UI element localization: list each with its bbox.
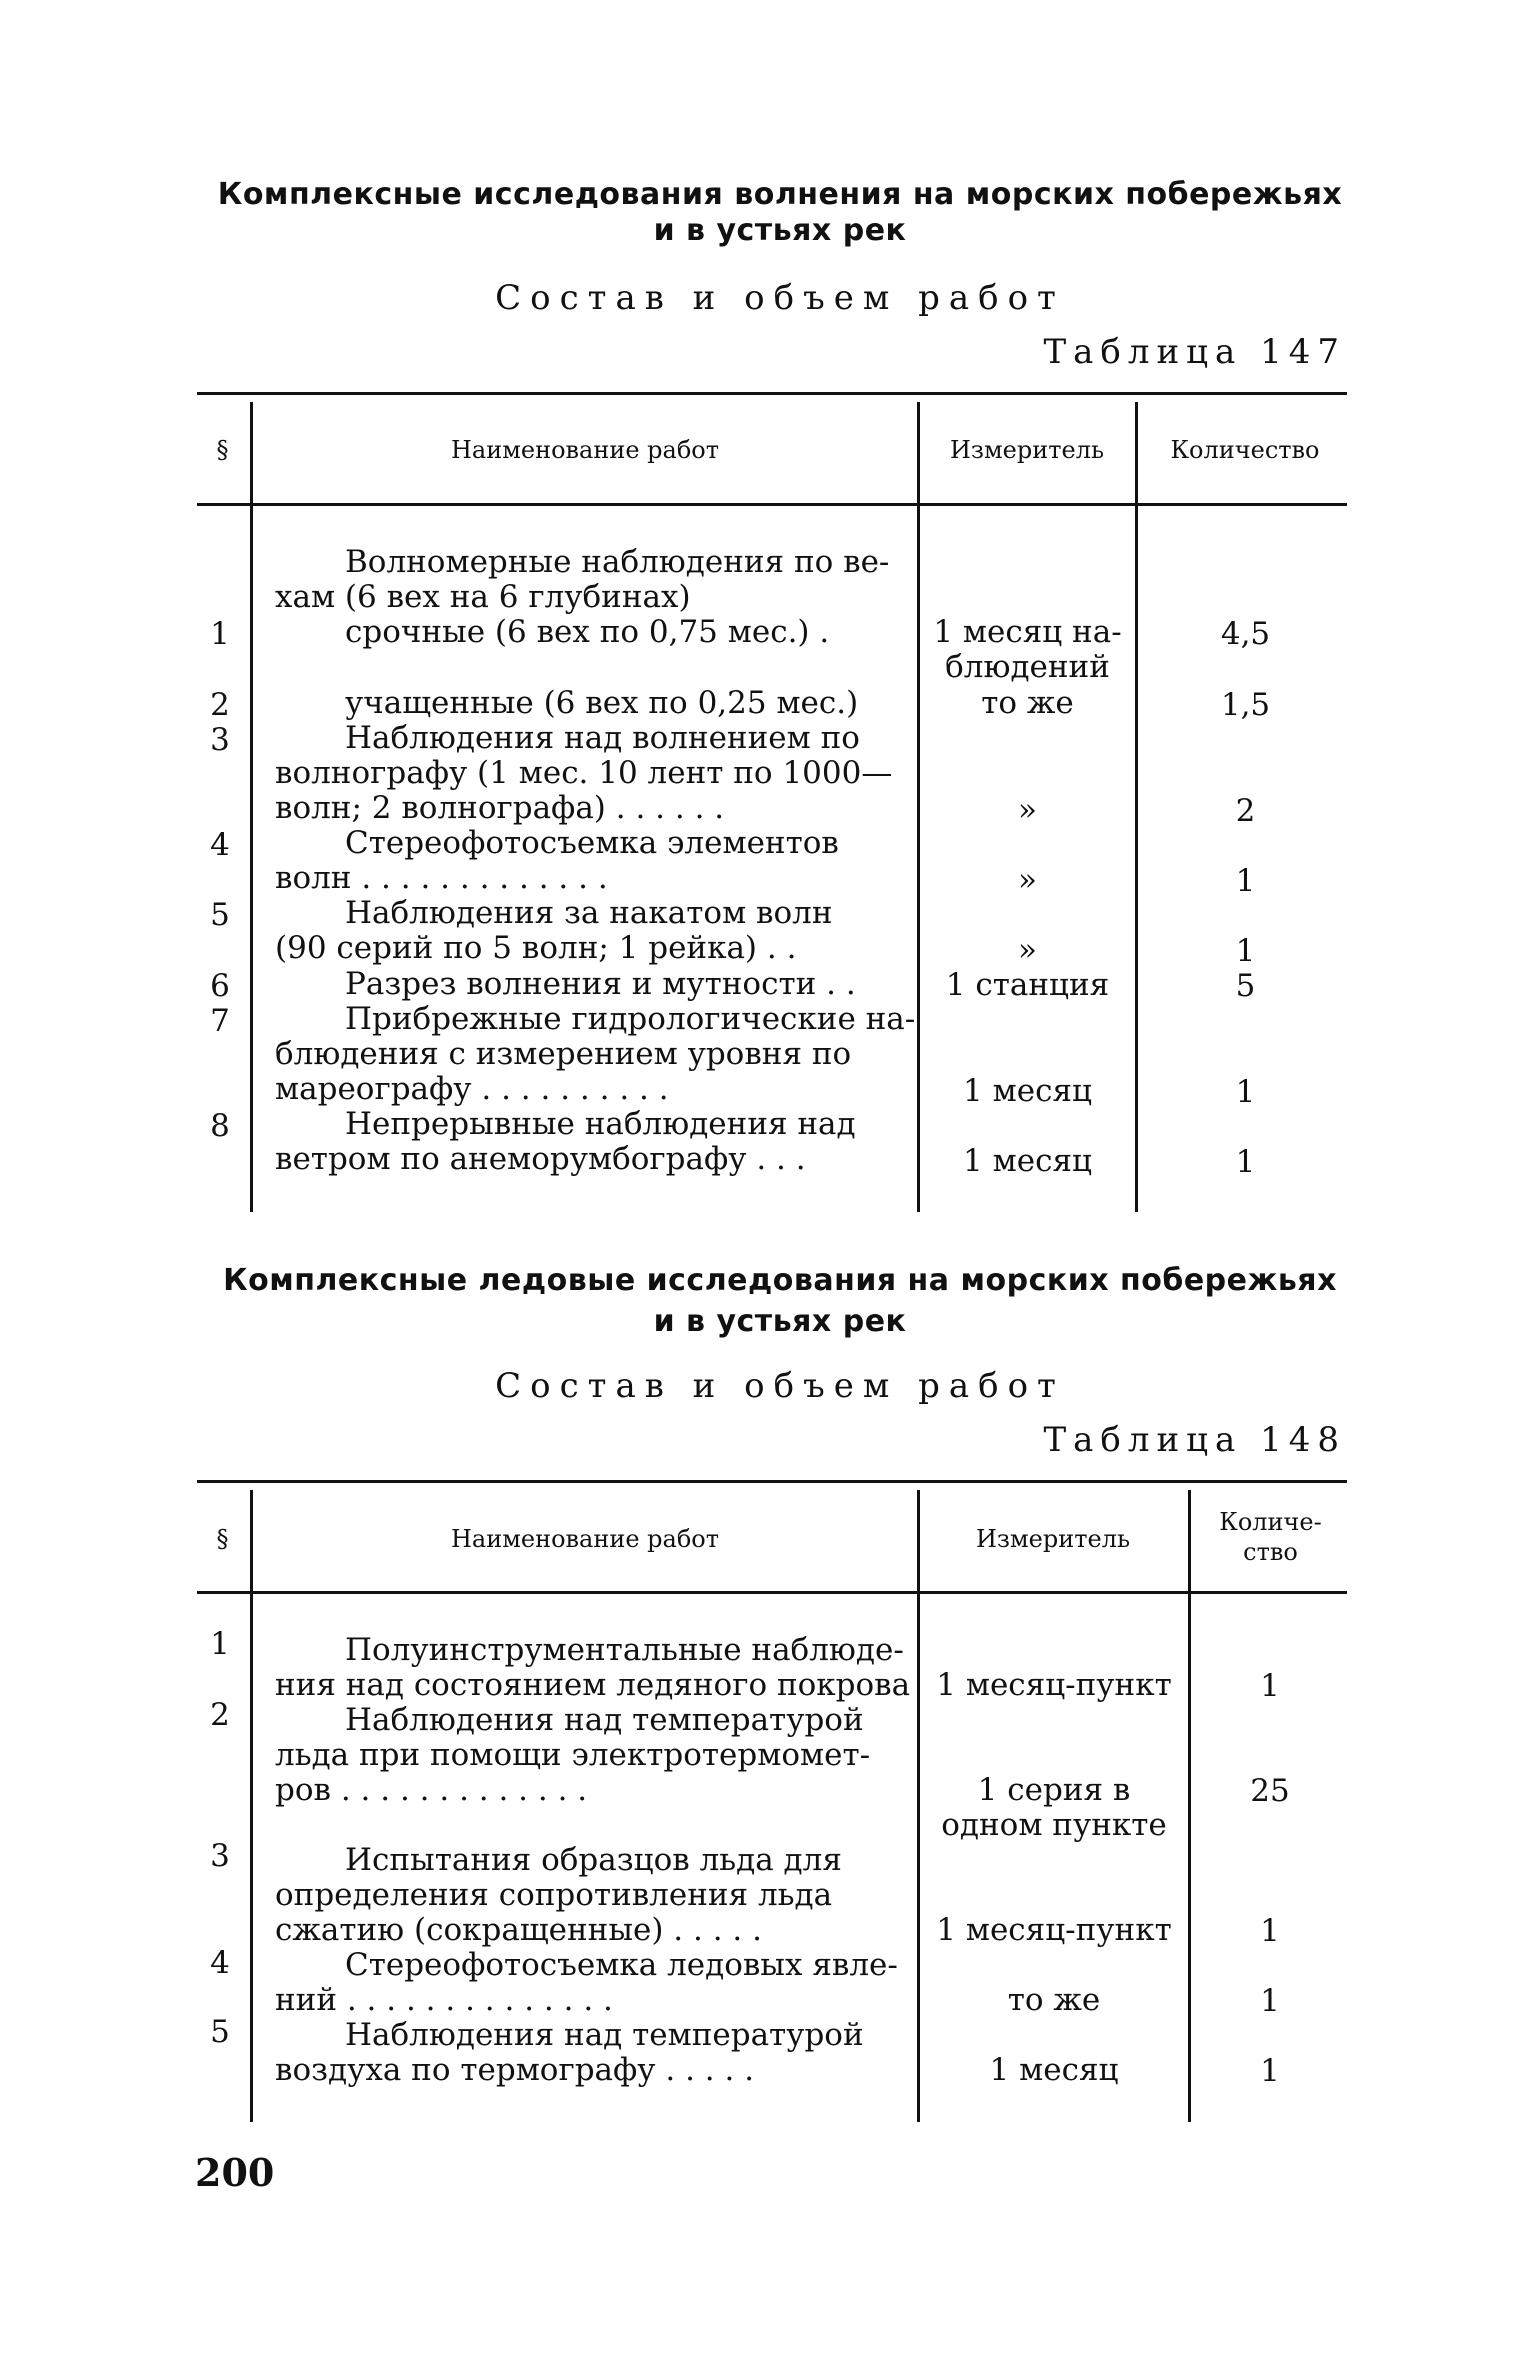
table147-row8-num: 8 (210, 1108, 230, 1144)
table148-row4-name-line2: ний . . . . . . . . . . . . . . (275, 1982, 613, 2018)
section1-subtitle: Состав и объем работ (495, 278, 1065, 318)
table147-row8-name-line2: ветром по анеморумбографу . . . (275, 1141, 806, 1177)
table147-intro-line1: Волномерные наблюдения по ве- (345, 544, 890, 580)
table147-label: Таблица 147 (1043, 332, 1346, 372)
table147-row7-qty: 1 (1235, 1074, 1256, 1110)
table147-row2-qty: 1,5 (1220, 687, 1271, 723)
table147-header-rule (197, 503, 1347, 506)
section2-title-line2: и в устьях рек (653, 1304, 907, 1339)
table147-row2-unit: то же (981, 685, 1074, 721)
table148-header-rule (197, 1591, 1347, 1594)
table147-row8-unit: 1 месяц (963, 1143, 1092, 1179)
table148-row2-unit-line2: одном пункте (941, 1807, 1167, 1843)
table147-row4-name-line1: Стереофотосъемка элементов (345, 825, 839, 861)
table148-row1-num: 1 (210, 1626, 230, 1662)
table147-row6-qty: 5 (1235, 968, 1256, 1004)
table148-header-unit: Измеритель (975, 1525, 1131, 1553)
table148-top-rule (197, 1480, 1347, 1483)
table147-row7-name-line2: блюдения с измерением уровня по (275, 1036, 852, 1072)
table148-row3-unit: 1 месяц-пункт (936, 1912, 1172, 1948)
table148-row3-name-line1: Испытания образцов льда для (345, 1842, 842, 1878)
table148-row5-name-line1: Наблюдения над температурой (345, 2017, 864, 2053)
table148-row2-unit-line1: 1 серия в (977, 1772, 1131, 1808)
table148-row4-num: 4 (210, 1945, 230, 1981)
table147-row2-name: учащенные (6 вех по 0,25 мес.) (345, 685, 859, 721)
table147-row5-name-line2: (90 серий по 5 волн; 1 рейка) . . (275, 930, 797, 966)
table147-row1-num: 1 (210, 616, 230, 652)
table148-row5-num: 5 (210, 2014, 230, 2050)
table148-col-divider-1 (250, 1490, 253, 2122)
table148-row5-qty: 1 (1260, 2053, 1280, 2089)
table148-header-num: § (216, 1525, 229, 1553)
table147-row7-name-line3: мареографу . . . . . . . . . . (275, 1071, 669, 1107)
table147-row3-name-line3: волн; 2 волнографа) . . . . . . (275, 790, 725, 826)
table147-row8-name-line1: Непрерывные наблюдения над (345, 1106, 856, 1142)
table147-row7-unit: 1 месяц (963, 1073, 1092, 1109)
table148-row3-name-line3: сжатию (сокращенные) . . . . . (275, 1912, 762, 1948)
table148-row3-qty: 1 (1260, 1913, 1280, 1949)
table148-row5-name-line2: воздуха по термографу . . . . . (275, 2052, 755, 2088)
table147-header-num: § (216, 436, 229, 464)
table147-row4-unit: » (1018, 862, 1037, 898)
table148-row1-qty: 1 (1260, 1668, 1280, 1704)
table148-row2-num: 2 (210, 1697, 230, 1733)
table147-row2-num: 2 (210, 687, 230, 723)
table147-intro-line2: хам (6 вех на 6 глубинах) (275, 579, 691, 615)
table147-header-unit: Измеритель (949, 436, 1105, 464)
table147-row5-unit: » (1018, 932, 1037, 968)
table147-row8-qty: 1 (1235, 1144, 1256, 1180)
table147-row6-name: Разрез волнения и мутности . . (345, 966, 856, 1002)
table147-row4-qty: 1 (1235, 863, 1256, 899)
table147-row6-unit: 1 станция (945, 967, 1110, 1003)
table148-label: Таблица 148 (1043, 1420, 1346, 1460)
table147-row3-name-line2: волнографу (1 мес. 10 лент по 1000— (275, 755, 893, 791)
table147-row5-num: 5 (210, 897, 230, 933)
table148-row1-name-line1: Полуинструментальные наблюде- (345, 1632, 904, 1668)
table147-row4-name-line2: волн . . . . . . . . . . . . . (275, 860, 608, 896)
table148-header-qty-line1: Количе- (1219, 1508, 1322, 1536)
table148-row1-unit: 1 месяц-пункт (936, 1667, 1172, 1703)
table147-row1-qty: 4,5 (1220, 616, 1271, 652)
section2-title-line1: Комплексные ледовые исследования на морских побережьях (223, 1263, 1337, 1298)
table147-row1-unit-line1: 1 месяц на- (933, 614, 1122, 650)
table148-header-qty-line2: ство (1243, 1538, 1298, 1566)
table148-row5-unit: 1 месяц (989, 2052, 1119, 2088)
table147-row4-num: 4 (210, 827, 230, 863)
table147-header-name: Наименование работ (450, 436, 720, 464)
table148-row3-name-line2: определения сопротивления льда (275, 1877, 833, 1913)
table147-row1-name: срочные (6 вех по 0,75 мес.) . (345, 614, 830, 650)
table148-row3-num: 3 (210, 1838, 230, 1874)
table148-row1-name-line2: ния над состоянием ледяного покрова (275, 1667, 911, 1703)
table147-col-divider-1 (250, 402, 253, 1212)
table147-row3-num: 3 (210, 722, 230, 758)
table148-row4-unit: то же (1007, 1982, 1101, 2018)
table147-header-qty: Количество (1170, 436, 1320, 464)
table147-row5-name-line1: Наблюдения за накатом волн (345, 895, 833, 931)
table148-row2-name-line3: ров . . . . . . . . . . . . . (275, 1772, 588, 1808)
table148-row4-name-line1: Стереофотосъемка ледовых явле- (345, 1947, 898, 1983)
table148-row4-qty: 1 (1260, 1983, 1280, 2019)
table147-row3-name-line1: Наблюдения над волнением по (345, 720, 860, 756)
table148-row2-name-line1: Наблюдения над температурой (345, 1702, 864, 1738)
table147-row3-qty: 2 (1235, 793, 1256, 829)
table147-row1-unit-line2: блюдений (945, 649, 1110, 685)
table148-row2-name-line2: льда при помощи электротермомет- (275, 1737, 871, 1773)
page-number: 200 (195, 2150, 275, 2195)
table148-header-name: Наименование работ (450, 1525, 720, 1553)
table147-row3-unit: » (1018, 792, 1037, 828)
section1-title-line1: Комплексные исследования волнения на морских побережьях (217, 177, 1343, 212)
section2-subtitle: Состав и объем работ (495, 1366, 1065, 1406)
table147-row7-num: 7 (210, 1003, 230, 1039)
section1-title-line2: и в устьях рек (653, 213, 907, 248)
table148-row2-qty: 25 (1250, 1773, 1290, 1809)
table147-top-rule (197, 392, 1347, 395)
table147-row5-qty: 1 (1235, 933, 1256, 969)
table147-row6-num: 6 (210, 968, 230, 1004)
table147-row7-name-line1: Прибрежные гидрологические на- (345, 1001, 916, 1037)
